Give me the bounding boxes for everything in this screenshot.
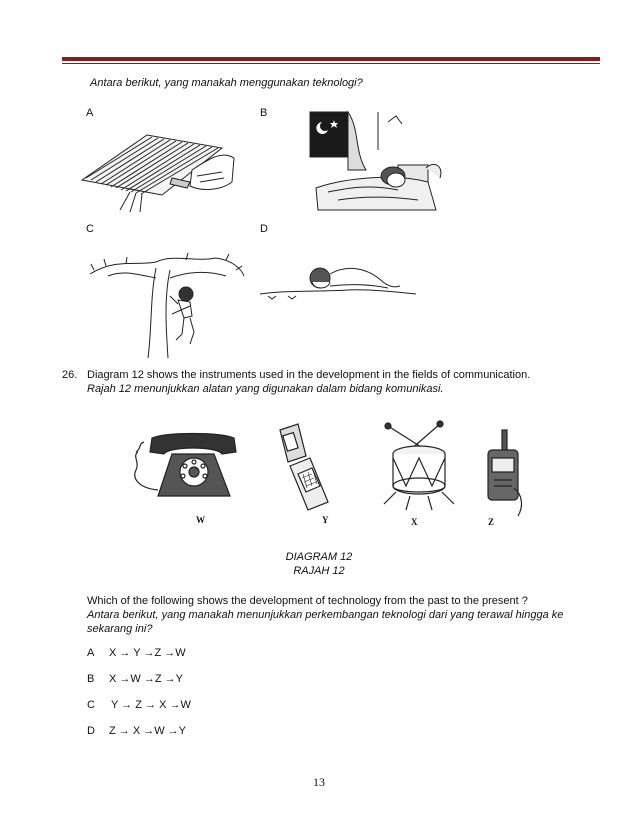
- answer-option-b-text: X →W →Z →Y: [109, 673, 183, 685]
- page-number: 13: [313, 775, 325, 789]
- q25-option-a-letter: A: [86, 107, 94, 119]
- boy-swimming-icon: [258, 256, 418, 306]
- answer-option-a-text: X → Y →Z →W: [109, 647, 186, 659]
- answer-option-d-letter: D: [87, 725, 95, 737]
- answer-option-a-letter: A: [87, 647, 95, 659]
- answer-option-d: [87, 724, 186, 738]
- answer-option-b-letter: B: [87, 673, 95, 685]
- diagram-caption-ms: RAJAH 12: [293, 565, 345, 577]
- instrument-label-w: W: [196, 515, 205, 525]
- answer-option-d-text: Z → X →W →Y: [109, 725, 186, 737]
- header-rule-thin: [62, 63, 600, 64]
- walkie-talkie-icon: [478, 428, 528, 518]
- q26-prompt-ms-line2: sekarang ini?: [87, 623, 153, 635]
- q26-question-ms: Rajah 12 menunjukkan alatan yang digunakan dalam bidang komunikasi.: [87, 383, 444, 395]
- boy-climbing-tree-icon: [86, 248, 246, 360]
- q26-number: 26.: [62, 369, 78, 381]
- answer-option-c-text: Y → Z → X →W: [111, 699, 191, 711]
- answer-option-c: [87, 698, 191, 712]
- instrument-label-x: X: [411, 517, 418, 527]
- instrument-label-z: Z: [488, 517, 495, 527]
- q25-option-c-letter: C: [86, 223, 94, 235]
- q25-option-d-letter: D: [260, 223, 268, 235]
- instrument-label-y: Y: [322, 515, 329, 525]
- weaving-loom-icon: [72, 120, 242, 215]
- sleeping-boy-icon: [308, 110, 458, 215]
- answer-option-a: [87, 646, 186, 660]
- q25-prompt: Antara berikut, yang manakah menggunakan teknologi?: [90, 77, 363, 89]
- q26-prompt-en: Which of the following shows the development of technology from the past to the present ?: [87, 595, 528, 607]
- header-rule-thick: [62, 57, 600, 61]
- q25-option-b-letter: B: [260, 107, 268, 119]
- rotary-telephone-icon: [128, 430, 248, 520]
- answer-option-c-letter: C: [87, 699, 95, 711]
- diagram-caption-en: DIAGRAM 12: [285, 551, 353, 563]
- mobile-phone-icon: [276, 422, 336, 512]
- q26-prompt-ms-line1: Antara berikut, yang manakah menunjukkan perkembangan teknologi dari yang terawal hingga ke: [87, 609, 564, 621]
- q26-question-en: Diagram 12 shows the instruments used in the development in the fields of communication.: [87, 369, 531, 381]
- drum-icon: [376, 420, 462, 512]
- answer-option-b: [87, 672, 183, 686]
